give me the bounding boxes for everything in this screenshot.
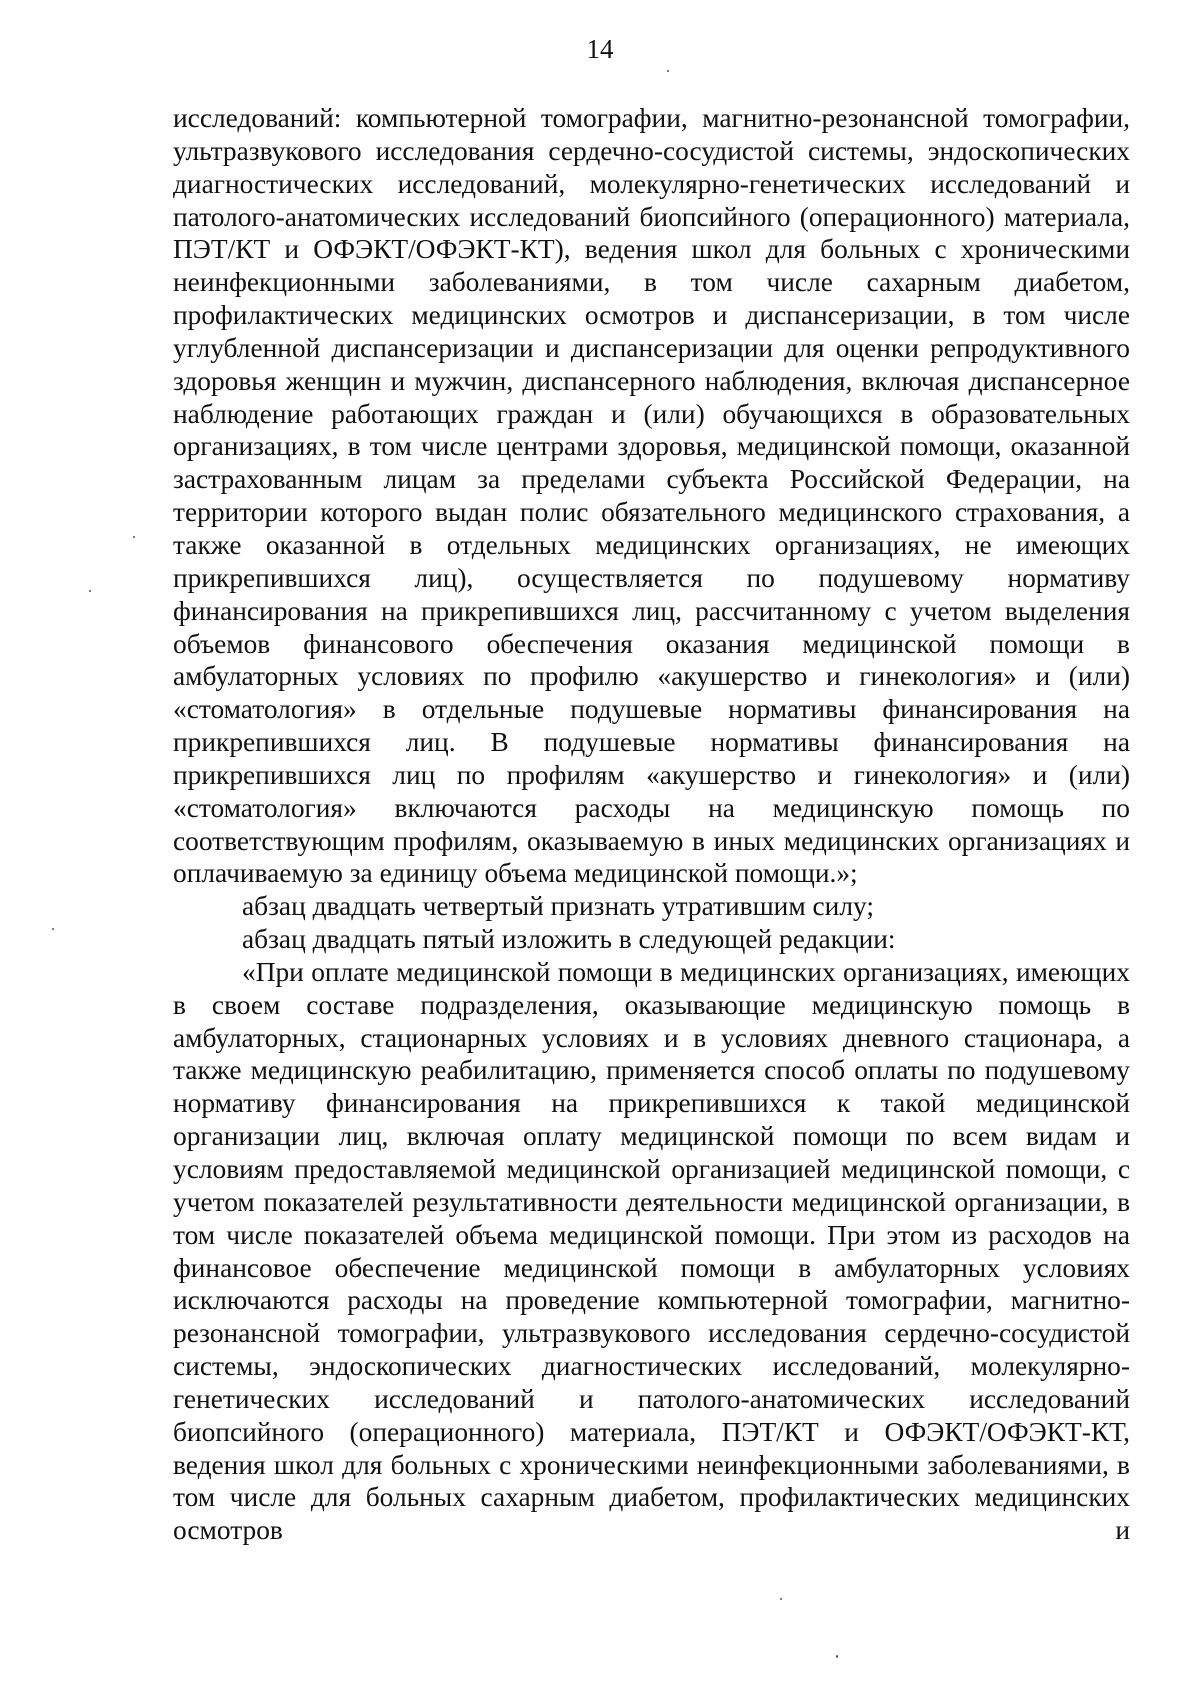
- paragraph-amend-clause-25: абзац двадцать пятый изложить в следующей редакции:: [242, 924, 896, 955]
- paragraph-abolish-clause-24: абзац двадцать четвертый признать утратившим силу;: [242, 891, 874, 922]
- scan-speck: [780, 1598, 782, 1600]
- paragraph-clause-25-new-text: «При оплате медицинской помощи в медицинских организациях, имеющих в своем составе подразделения, оказывающие медицинскую помощь в амбулаторных, стационарных условиях и в условиях дневного стационара, а также медицинскую реабилитацию, применяется способ оплаты по подушевому нормативу финансирования на прикрепившихся к такой медицинской организации лиц, включая оплату медицинской помощи по всем видам и условиям предоставляемой медицинской организацией медицинской помощи, с учетом показателей результативности деятельности медицинской организации, в том числе показателей объема медицинской помощи. При этом из расходов на финансовое обеспечение медицинской помощи в амбулаторных условиях исключаются расходы на проведение компьютерной томографии, магнитно-резонансной томографии, ультразвукового исследования сердечно-сосудистой системы, эндоскопических диагностических исследований, молекулярно-генетических исследований и патолого-анатомических исследований биопсийного (операционного) материала, ПЭТ/КТ и ОФЭКТ/ОФЭКТ-КТ, ведения школ для больных с хроническими неинфекционными заболеваниями, в том числе для больных сахарным диабетом, профилактических медицинских осмотров и: [173, 956, 1130, 1546]
- scan-speck: [667, 70, 669, 72]
- paragraph-payment-exclusions: исследований: компьютерной томографии, магнитно-резонансной томографии, ультразвукового исследования сердечно-сосудистой системы, эндоскопических диагностических исследований, молекулярно-генетических исследований и патолого-анатомических исследований биопсийного (операционного) материала, ПЭТ/КТ и ОФЭКТ/ОФЭКТ-КТ), ведения школ для больных с хроническими неинфекционными заболеваниями, в том числе сахарным диабетом, профилактических медицинских осмотров и диспансеризации, в том числе углубленной диспансеризации и диспансеризации для оценки репродуктивного здоровья женщин и мужчин, диспансерного наблюдения, включая диспансерное наблюдение работающих граждан и (или) обучающихся в образовательных организациях, в том числе центрами здоровья, медицинской помощи, оказанной застрахованным лицам за пределами субъекта Российской Федерации, на территории которого выдан полис обязательного медицинского страхования, а также оказанной в отдельных медицинских организациях, не имеющих прикрепившихся лиц), осуществляется по подушевому нормативу финансирования на прикрепившихся лиц, рассчитанному с учетом выделения объемов финансового обеспечения оказания медицинской помощи в амбулаторных условиях по профилю «акушерство и гинекология» и (или) «стоматология» в отдельные подушевые нормативы финансирования на прикрепившихся лиц. В подушевые нормативы финансирования на прикрепившихся лиц по профилям «акушерство и гинекология» и (или) «стоматология» включаются расходы на медицинскую помощь по соответствующим профилям, оказываемую в иных медицинских организациях и оплачиваемую за единицу объема медицинской помощи.»;: [173, 103, 1130, 889]
- scan-speck: [89, 590, 91, 592]
- page-number: 14: [586, 34, 614, 64]
- scan-speck: [836, 1655, 838, 1658]
- scan-speck: [52, 928, 54, 930]
- document-body: [173, 102, 1130, 1547]
- scan-speck: [133, 536, 135, 538]
